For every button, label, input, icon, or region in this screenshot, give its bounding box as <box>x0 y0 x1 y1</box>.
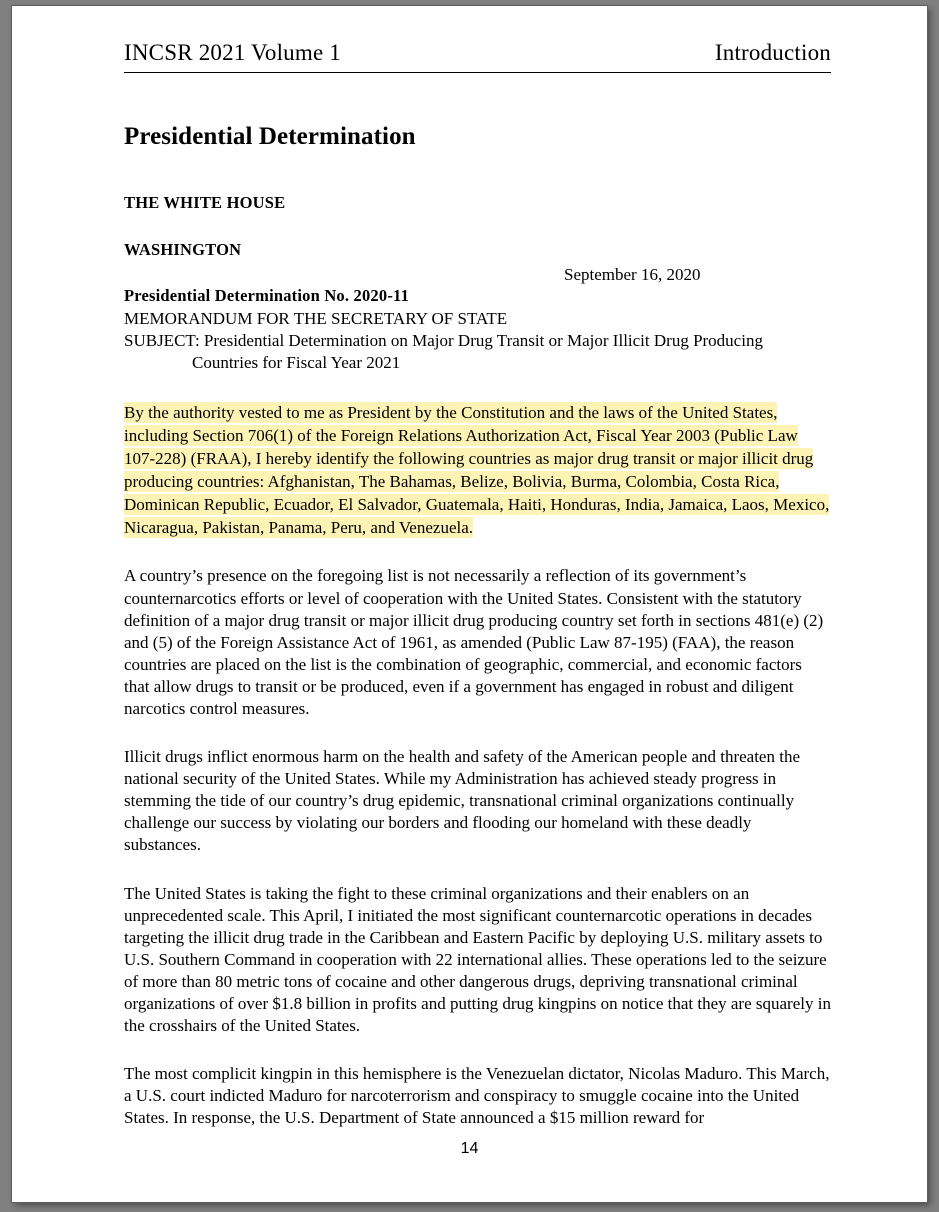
subject-line <box>124 330 831 374</box>
document-page <box>12 6 927 1202</box>
running-head-right: Introduction <box>714 40 831 65</box>
running-head <box>124 40 831 73</box>
letterhead-line-1: THE WHITE HOUSE <box>124 193 286 212</box>
page-number: 14 <box>460 1140 479 1157</box>
determination-row <box>124 265 831 308</box>
page-title: Presidential Determination <box>124 123 416 150</box>
page-content <box>124 40 831 1130</box>
highlight-span: By the authority vested to me as President by the Constitution and the laws of the United States, including Section 706(1) of the Foreign Relations Authorization Act, Fiscal Year 2003 (Public Law 107-228) (FRAA), I hereby identify the following countries as major drug transit or major illicit drug producing countries: Afghanistan, The Bahamas, Belize, Bolivia, Burma, Colombia, Costa Rica, Dominican Republic, Ecuador, El Salvador, Guatemala, Haiti, Honduras, India, Jamaica, Laos, Mexico, Nicaragua, Pakistan, Panama, Peru, and Venezuela. <box>124 403 830 537</box>
subject-continuation: Countries for Fiscal Year 2021 <box>192 353 401 373</box>
highlighted-paragraph <box>124 402 831 539</box>
body-paragraph-2: Illicit drugs inflict enormous harm on the health and safety of the American people and threaten the national security of the United States. While my Administration has achieved steady progress in stemming the tide of our country’s drug epidemic, transnational criminal organizations continually challenge our success by violating our borders and flooding our homeland with these deadly substances. <box>124 747 800 855</box>
running-head-left: INCSR 2021 Volume 1 <box>124 40 342 65</box>
letterhead-line-2: WASHINGTON <box>124 240 242 259</box>
body-paragraph-3: The United States is taking the fight to these criminal organizations and their enablers on an unprecedented scale. This April, I initiated the most significant counternarcotic operations in decades targeting the illicit drug trade in the Caribbean and Eastern Pacific by deploying U.S. military assets to U.S. Southern Command in cooperation with 22 international allies. These operations led to the seizure of more than 80 metric tons of cocaine and other dangerous drugs, depriving transnational criminal organizations of over $1.8 billion in profits and putting drug kingpins on notice that they are squarely in the crosshairs of the United States. <box>124 883 831 1036</box>
determination-number: Presidential Determination No. 2020-11 <box>124 286 410 305</box>
document-date: September 16, 2020 <box>564 265 701 284</box>
subject-label: SUBJECT: Presidential Determination on Major Drug Transit or Major Illicit Drug Producing <box>124 331 763 351</box>
memorandum-for-line: MEMORANDUM FOR THE SECRETARY OF STATE <box>124 309 508 328</box>
body-paragraph-4: The most complicit kingpin in this hemisphere is the Venezuelan dictator, Nicolas Maduro. This March, a U.S. court indicted Maduro for narcoterrorism and conspiracy to smuggle cocaine into the United States. In response, the U.S. Department of State announced a $15 million reward for <box>124 1064 830 1128</box>
body-paragraph-1: A country’s presence on the foregoing list is not necessarily a reflection of its government’s counternarcotics efforts or level of cooperation with the United States. Consistent with the statutory definition of a major drug transit or major illicit drug producing country set forth in sections 481(e) (2) and (5) of the Foreign Assistance Act of 1961, as amended (Public Law 87-195) (FAA), the reason countries are placed on the list is the combination of geographic, commercial, and economic factors that allow drugs to transit or be produced, even if a government has engaged in robust and diligent narcotics control measures. <box>124 566 824 718</box>
